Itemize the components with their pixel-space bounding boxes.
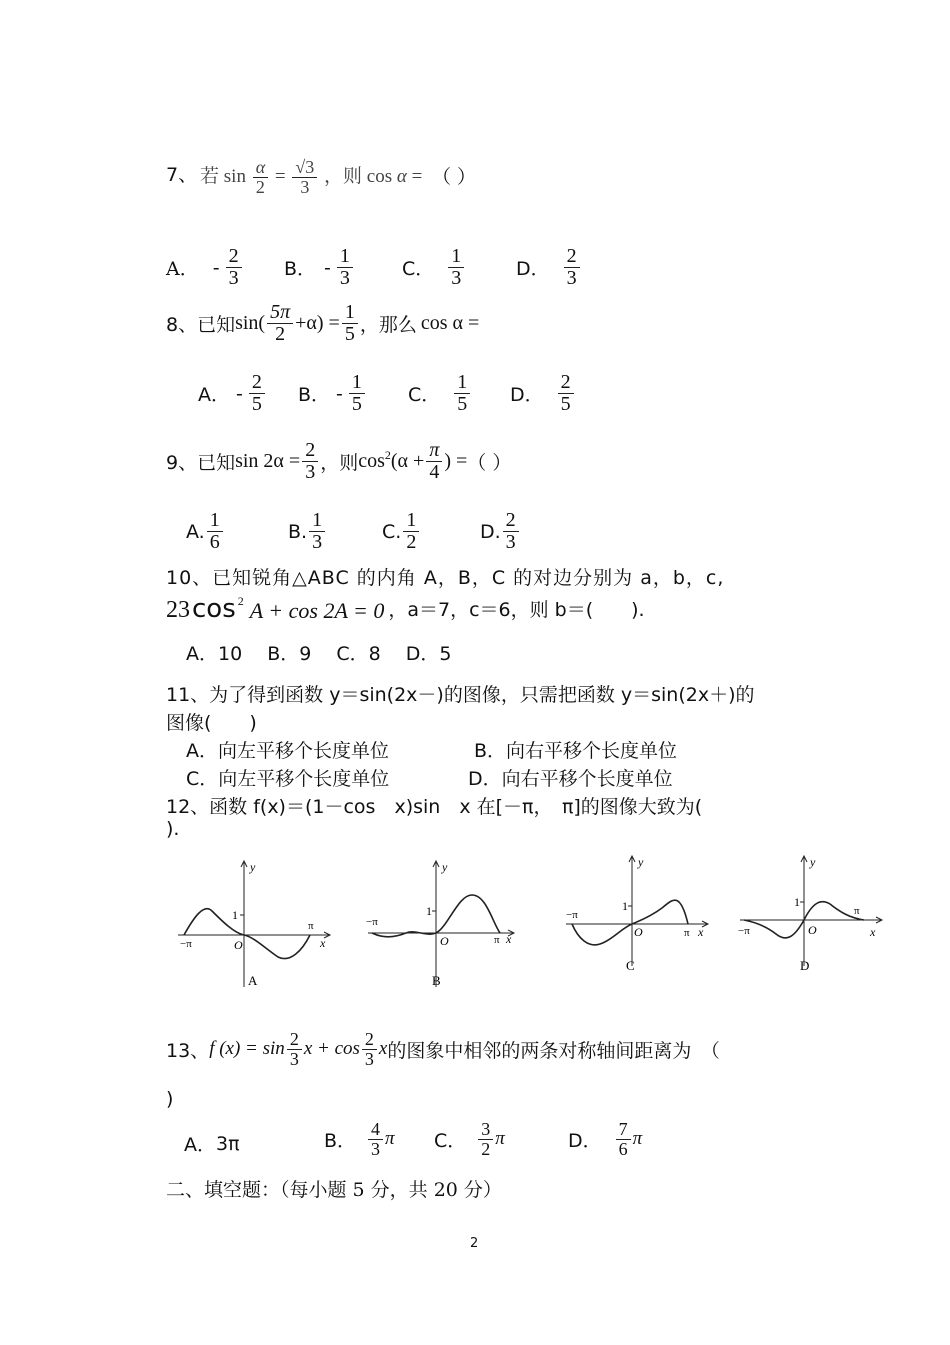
q11-option-b[interactable]: B．向右平移个长度单位: [474, 740, 678, 762]
one-label: 1: [232, 908, 238, 922]
q9-option-b[interactable]: B. $\frac{1}{3}$: [288, 510, 327, 553]
origin-label: O: [808, 923, 817, 937]
x-label: x: [320, 936, 326, 950]
graph-b[interactable]: [362, 855, 528, 995]
graph-caption: D: [800, 958, 810, 973]
q13-option-c[interactable]: C． $\frac{3}{2}$ π: [434, 1119, 505, 1159]
q11-option-a[interactable]: A．向左平移个长度单位: [186, 740, 389, 762]
q7-number: 7、: [166, 164, 198, 186]
x-label: x: [698, 925, 704, 939]
section-heading: 二、填空题：（每小题 5 分，共 20 分）: [166, 1179, 502, 1201]
q7-line: [166, 160, 197, 187]
origin-label: O: [234, 938, 243, 952]
neg-pi-label: −π: [738, 925, 750, 937]
neg-pi-label: −π: [566, 909, 578, 921]
q11-option-d[interactable]: D．向右平移个长度单位: [468, 768, 673, 790]
x-label: x: [506, 932, 512, 946]
y-label: y: [250, 860, 256, 874]
graph-caption: C: [626, 958, 635, 973]
graph-a[interactable]: [172, 855, 338, 995]
q7-option-d[interactable]: D． $\frac{2}{3}$: [516, 246, 582, 289]
q10-options[interactable]: A．10 B．9 C．8 D．5: [186, 643, 452, 665]
curve-a: [184, 909, 310, 959]
q11-line2: 图像( ): [166, 712, 257, 734]
q8-option-c[interactable]: C． $\frac{1}{5}$: [408, 372, 472, 415]
q9-line: 9、已知 sin 2α = $\frac{2}{3}$ ，则 cos $^2$ (α + $\frac{\pi}{4}$ ) = （ ）: [166, 439, 512, 483]
q10-line1: 10、已知锐角△ABC 的内角 A，B，C 的对边分别为 a，b，c,: [166, 567, 725, 589]
graph-c[interactable]: [558, 848, 724, 978]
one-label: 1: [426, 904, 432, 918]
pi-label: π: [494, 934, 500, 946]
origin-label: O: [440, 934, 449, 948]
q11-line1: 11、为了得到函数 y＝sin(2x－)的图像，只需把函数 y＝sin(2x＋)的: [166, 684, 755, 706]
q7-option-b[interactable]: B． - $\frac{1}{3}$: [284, 246, 355, 289]
q13-option-d[interactable]: D． $\frac{7}{6}$ π: [568, 1119, 643, 1159]
q13-line2: ): [166, 1088, 174, 1110]
graph-d[interactable]: [736, 848, 896, 978]
q13-option-b[interactable]: B． $\frac{4}{3}$ π: [324, 1119, 395, 1159]
pi-label: π: [308, 920, 314, 932]
q8-option-a[interactable]: A． - $\frac{2}{5}$: [198, 372, 267, 415]
q12-line1: 12、函数 f(x)＝(1－cos x)sin x 在[－π， π]的图像大致为(: [166, 796, 703, 818]
q8-option-d[interactable]: D． $\frac{2}{5}$: [510, 372, 576, 415]
axes: [740, 856, 882, 966]
y-label: y: [442, 860, 448, 874]
q8-line: 8、已知 sin( $\frac{5\pi}{2}$ +α) = $\frac{1}{5}$ ，那么 cos α =: [166, 301, 480, 345]
q7-formula: 若 sin $\frac{\alpha}{2}$ = $\frac{√3}{3}$ ，则 cos α =: [200, 157, 423, 197]
q13-line: 13、 f (x) = sin $\frac{2}{3}$ x + cos $\frac{2}{3}$ x 的图象中相邻的两条对称轴间距离为 （: [166, 1029, 720, 1069]
graph-caption: B: [432, 973, 441, 988]
axes: [566, 856, 708, 966]
x-label: x: [870, 925, 876, 939]
curve-c: [572, 900, 688, 945]
q10-line2: 23 cos $^2$ A + cos 2A = 0 ，a＝7，c＝6，则 b＝( ).: [166, 594, 645, 624]
origin-label: O: [634, 925, 643, 939]
pi-label: π: [684, 927, 690, 939]
q9-option-c[interactable]: C. $\frac{1}{2}$: [382, 510, 421, 553]
y-label: y: [810, 855, 816, 869]
q7-option-c[interactable]: C． $\frac{1}{3}$: [402, 246, 466, 289]
q8-option-b[interactable]: B． - $\frac{1}{5}$: [298, 372, 367, 415]
neg-pi-label: −π: [366, 916, 378, 928]
neg-pi-label: −π: [180, 938, 192, 950]
graph-caption: A: [248, 973, 258, 988]
pi-label: π: [854, 905, 860, 917]
q7-paren: （ ）: [432, 166, 477, 188]
y-label: y: [638, 855, 644, 869]
q9-option-a[interactable]: A. $\frac{1}{6}$: [186, 510, 225, 553]
page-number: 2: [470, 1236, 479, 1251]
q11-option-c[interactable]: C．向左平移个长度单位: [186, 768, 390, 790]
q9-option-d[interactable]: D. $\frac{2}{3}$: [480, 510, 521, 553]
one-label: 1: [794, 895, 800, 909]
one-label: 1: [622, 899, 628, 913]
axes: [368, 861, 514, 987]
q13-option-a[interactable]: A． 3π: [184, 1132, 240, 1156]
q12-line2: ).: [166, 818, 180, 840]
q7-option-a[interactable]: A． - $\frac{2}{3}$: [166, 246, 244, 289]
